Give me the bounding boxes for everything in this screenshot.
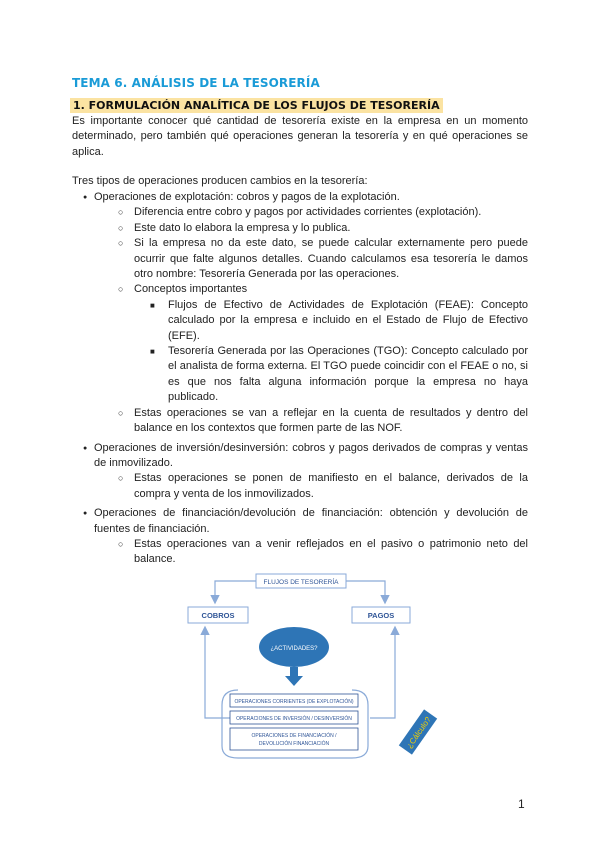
right-return-arrow — [370, 628, 395, 718]
cash-flow-diagram — [160, 570, 450, 770]
left-return-arrow — [205, 628, 230, 718]
arrow-to-pagos — [346, 581, 385, 602]
sub-item: ○ Si la empresa no da este dato, se puede calcular externamente pero puede ocurrir que falte algunos detalles. Cuando calculamos esa tesorería le damos otro nombre: Tesorería Generada por las operaciones. — [106, 236, 528, 282]
operaciones-financiacion-label-1: OPERACIONES DE FINANCIACIÓN / — [251, 733, 337, 739]
operaciones-corrientes-label: OPERACIONES CORRIENTES (DE EXPLOTACIÓN) — [234, 699, 354, 705]
pagos-label: PAGOS — [367, 611, 395, 620]
operaciones-financiacion-label-2: DEVOLUCIÓN FINANCIACIÓN — [258, 741, 330, 747]
operaciones-inversion-label: OPERACIONES DE INVERSIÓN / DESINVERSIÓN — [236, 716, 352, 722]
sub-item: ○ Diferencia entre cobro y pagos por actividades corrientes (explotación). — [106, 205, 528, 220]
sub-item: ○ Este dato lo elabora la empresa y lo publica. — [106, 221, 528, 236]
sub-item: ○ Estas operaciones se van a reflejar en la cuenta de resultados y dentro del balance en los contextos que formen parte de las NOF. — [106, 406, 528, 437]
list-item-text: Operaciones de explotación: cobros y pagos de la explotación. — [94, 191, 400, 203]
section-heading: 1. FORMULACIÓN ANALÍTICA DE LOS FLUJOS DE TESORERÍA — [70, 98, 443, 113]
list-item-financiacion — [72, 506, 528, 568]
page-number: 1 — [518, 797, 525, 811]
cobros-label: COBROS — [201, 611, 235, 620]
down-arrow — [285, 667, 303, 686]
list-item-text: Operaciones de inversión/desinversión: cobros y pagos derivados de compras y ventas de inmovilizado. — [94, 441, 528, 469]
actividades-label: ¿ACTIVIDADES? — [270, 646, 318, 652]
sub-item: ○ Estas operaciones van a venir reflejados en el pasivo o patrimonio neto del balance. — [106, 537, 528, 568]
intro-paragraph: Es importante conocer qué cantidad de tesorería existe en la empresa en un momento determinado, pero también qué operaciones generan la tesorería y en qué operaciones se aplica. — [72, 115, 528, 158]
sub-item-text: Conceptos importantes — [134, 283, 248, 296]
calculo-label: ¿Cálculo? — [404, 715, 433, 750]
sub-item: ○ Estas operaciones se ponen de manifiesto en el balance, derivados de la compra y venta de los inmovilizados. — [106, 471, 528, 502]
types-intro: Tres tipos de operaciones producen cambios en la tesorería: — [72, 175, 368, 187]
list-item-inversion — [72, 441, 528, 503]
concept-item: ■ Flujos de Efectivo de Actividades de Explotación (FEAE): Concepto calculado por la empresa e incluido en el Estado de Flujo de Efectivo (EFE). — [142, 298, 528, 344]
concept-item: ■ Tesorería Generada por las Operaciones (TGO): Concepto calculado por el analista de forma externa. El TGO puede coincidir con el FEAE o no, si es que nos falta alguna información porque la empresa no haya publicado. — [142, 344, 528, 406]
top-label: FLUJOS DE TESORERÍA — [263, 579, 339, 586]
page-title: TEMA 6. ANÁLISIS DE LA TESORERÍA — [72, 76, 320, 90]
operations-list — [72, 190, 528, 568]
list-item-text: Operaciones de financiación/devolución de financiación: obtención y devolución de fuentes de financiación. — [94, 507, 528, 535]
sub-item-conceptos — [106, 282, 528, 405]
arrow-to-cobros — [215, 581, 256, 602]
list-item-explotacion — [72, 190, 528, 437]
